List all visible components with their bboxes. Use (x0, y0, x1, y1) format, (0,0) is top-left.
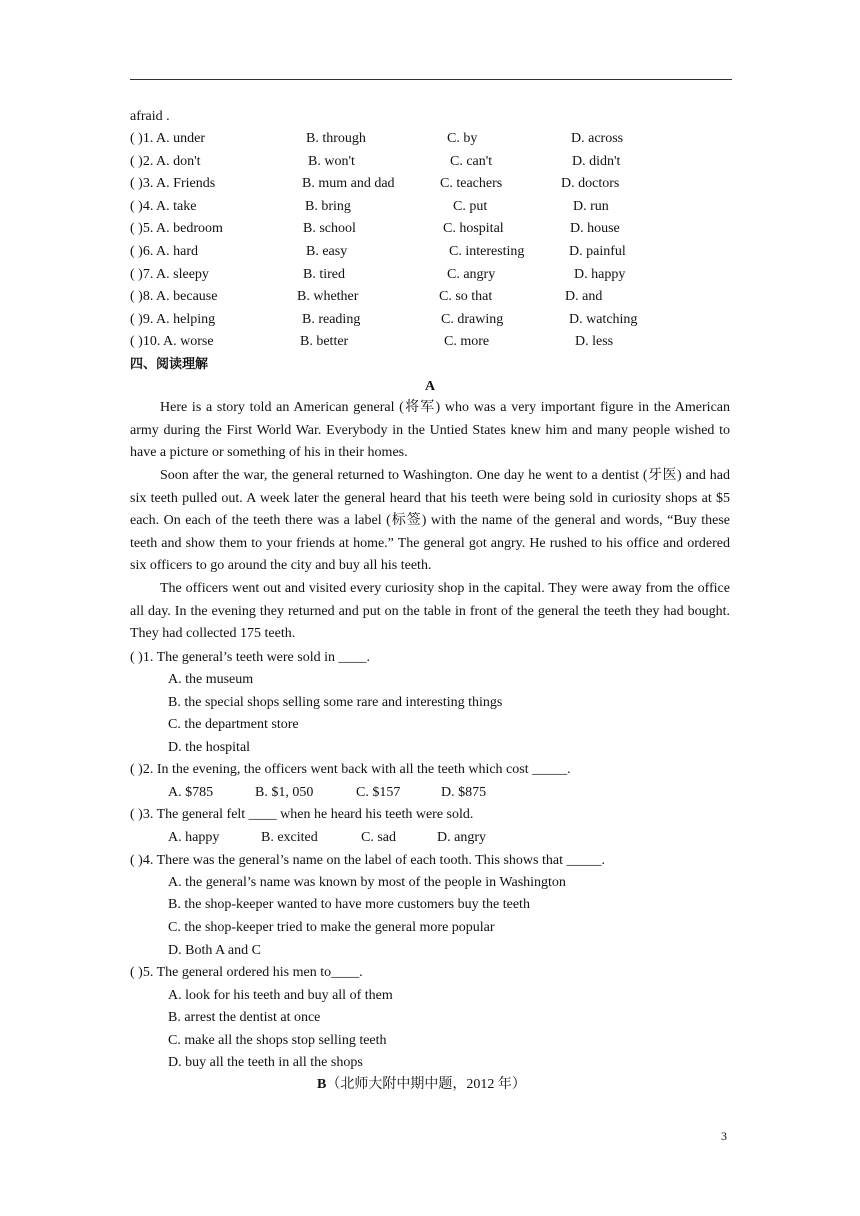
answer-option: D. $875 (441, 785, 487, 800)
cloze-option-c: C. hospital (443, 221, 504, 236)
cloze-option-a: ( )4. A. take (130, 199, 197, 214)
cloze-option-b: B. school (303, 221, 356, 236)
answer-option: B. excited (261, 830, 318, 845)
answer-option: C. the shop-keeper tried to make the general more popular (168, 920, 495, 935)
section-title: 四、阅读理解 (130, 357, 209, 372)
passage-a-paragraph: Soon after the war, the general returned to Washington. One day he went to a dentist (牙医) and had six teeth pulled out. A week later the general heard that his teeth were being sold in curiosity shops at $5 each. On each of the teeth there was a label (标签) with the name of the general and words, “Buy these teeth and show them to your friends at home.” The general got angry. He rushed to his office and ordered six officers to go around the city and buy all his teeth. (130, 468, 730, 574)
answer-option: B. arrest the dentist at once (168, 1010, 321, 1025)
answer-option: B. the shop-keeper wanted to have more customers buy the teeth (168, 897, 530, 912)
cloze-option-a: ( )2. A. don't (130, 154, 201, 169)
passage-b-heading (317, 1076, 526, 1094)
cloze-option-b: B. reading (302, 312, 361, 327)
page-number: 3 (721, 1129, 727, 1143)
answer-option: A. look for his teeth and buy all of them (168, 988, 393, 1003)
cloze-option-d: D. happy (574, 267, 626, 282)
cloze-option-a: ( )7. A. sleepy (130, 267, 209, 282)
cloze-option-a: ( )8. A. because (130, 289, 218, 304)
cloze-tail-text: afraid . (130, 109, 170, 124)
cloze-option-c: C. drawing (441, 312, 504, 327)
answer-option: D. angry (437, 830, 486, 845)
answer-option: A. the museum (168, 672, 254, 687)
answer-option: A. $785 (168, 785, 214, 800)
passage-a-paragraph: The officers went out and visited every curiosity shop in the capital. They were away from the office all day. In the evening they returned and put on the table in front of the general the teeth they had bought. They had collected 175 teeth. (130, 581, 730, 642)
cloze-option-b: B. won't (308, 154, 355, 169)
cloze-option-d: D. across (571, 131, 624, 146)
cloze-option-b: B. whether (297, 289, 359, 304)
question-stem: ( )2. In the evening, the officers went back with all the teeth which cost _____. (130, 762, 571, 777)
cloze-option-b: B. bring (305, 199, 351, 214)
cloze-option-c: C. put (453, 199, 488, 214)
cloze-option-d: D. run (573, 199, 609, 214)
cloze-option-a: ( )10. A. worse (130, 334, 214, 349)
cloze-option-c: C. by (447, 131, 478, 146)
cloze-option-a: ( )9. A. helping (130, 312, 216, 327)
question-stem: ( )5. The general ordered his men to____. (130, 965, 363, 980)
answer-option: C. make all the shops stop selling teeth (168, 1033, 387, 1048)
question-stem: ( )1. The general’s teeth were sold in ____. (130, 650, 371, 665)
cloze-option-b: B. tired (303, 267, 345, 282)
cloze-option-b: B. better (300, 334, 349, 349)
cloze-option-d: D. didn't (572, 154, 621, 169)
cloze-option-b: B. easy (306, 244, 348, 259)
cloze-option-c: C. angry (447, 267, 496, 282)
answer-option: D. buy all the teeth in all the shops (168, 1055, 363, 1070)
cloze-option-c: C. can't (450, 154, 493, 169)
cloze-option-d: D. less (575, 334, 614, 349)
cloze-option-d: D. doctors (561, 176, 620, 191)
answer-option: C. the department store (168, 717, 299, 732)
cloze-option-c: C. interesting (449, 244, 525, 259)
cloze-option-d: D. and (565, 289, 603, 304)
answer-option: D. Both A and C (168, 943, 261, 958)
passage-a-paragraph: Here is a story told an American general (将军) who was a very important figure in the American army during the First World War. Everybody in the Untied States knew him and many people wished to have a picture or something of his in their homes. (130, 400, 730, 461)
answer-option: A. happy (168, 830, 220, 845)
cloze-option-c: C. so that (439, 289, 493, 304)
answer-option: D. the hospital (168, 740, 251, 755)
answer-option: A. the general’s name was known by most of the people in Washington (168, 875, 566, 890)
cloze-option-d: D. house (570, 221, 620, 236)
cloze-option-d: D. painful (569, 244, 626, 259)
cloze-option-a: ( )1. A. under (130, 131, 206, 146)
answer-option: C. sad (361, 830, 396, 845)
answer-option: C. $157 (356, 785, 401, 800)
cloze-option-c: C. more (444, 334, 490, 349)
cloze-option-a: ( )6. A. hard (130, 244, 199, 259)
cloze-option-c: C. teachers (440, 176, 503, 191)
header-rule (130, 79, 732, 80)
answer-option: B. $1, 050 (255, 785, 314, 800)
cloze-option-b: B. mum and dad (302, 176, 395, 191)
cloze-option-b: B. through (306, 131, 366, 146)
answer-option: B. the special shops selling some rare and interesting things (168, 695, 503, 710)
question-stem: ( )3. The general felt ____ when he heard his teeth were sold. (130, 807, 474, 822)
question-stem: ( )4. There was the general’s name on the label of each tooth. This shows that _____. (130, 853, 605, 868)
passage-b-label: B (317, 1077, 327, 1092)
passage-a-label: A (425, 379, 436, 394)
cloze-option-d: D. watching (569, 312, 638, 327)
passage-b-source: （北师大附中期中题，2012 年） (326, 1077, 526, 1092)
cloze-option-a: ( )5. A. bedroom (130, 221, 223, 236)
cloze-option-a: ( )3. A. Friends (130, 176, 216, 191)
